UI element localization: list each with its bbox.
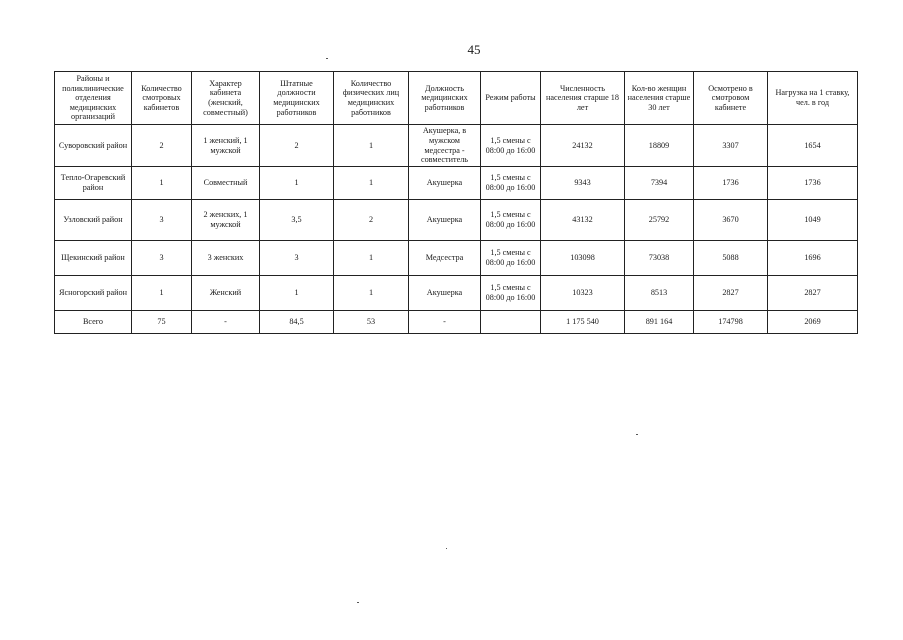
cell-district: Узловский район	[55, 200, 132, 241]
cell-examined: 3307	[694, 125, 768, 167]
cell-district: Суворовский район	[55, 125, 132, 167]
cell-women-30: 8513	[625, 276, 694, 311]
cell-work-schedule: 1,5 смены с 08:00 до 16:00	[481, 276, 541, 311]
cell-examined: 174798	[694, 311, 768, 334]
table-row	[55, 241, 858, 276]
cell-load-per-rate: 2827	[768, 276, 858, 311]
scan-speck	[357, 602, 359, 603]
cell-staff-positions: 3	[260, 241, 334, 276]
cell-load-per-rate: 1696	[768, 241, 858, 276]
table-row	[55, 200, 858, 241]
scan-speck	[446, 548, 447, 549]
cell-district: Тепло-Огаревский район	[55, 167, 132, 200]
cell-staff-role: Акушерка	[409, 200, 481, 241]
cell-load-per-rate: 2069	[768, 311, 858, 334]
screening-rooms-table	[54, 71, 858, 334]
cell-work-schedule: 1,5 смены с 08:00 до 16:00	[481, 125, 541, 167]
cell-rooms-count: 3	[132, 241, 192, 276]
cell-rooms-count: 75	[132, 311, 192, 334]
cell-rooms-count: 1	[132, 167, 192, 200]
cell-staff-role: Медсестра	[409, 241, 481, 276]
cell-examined: 3670	[694, 200, 768, 241]
header-staff-positions: Штатные должности медицинских работников	[260, 72, 334, 125]
cell-population-18: 1 175 540	[541, 311, 625, 334]
cell-population-18: 43132	[541, 200, 625, 241]
cell-staff-persons: 1	[334, 241, 409, 276]
table-row	[55, 276, 858, 311]
cell-district: Щекинский район	[55, 241, 132, 276]
cell-room-type: Женский	[192, 276, 260, 311]
cell-staff-role: Акушерка	[409, 167, 481, 200]
cell-population-18: 103098	[541, 241, 625, 276]
cell-examined: 1736	[694, 167, 768, 200]
header-staff-role: Должность медицинских работников	[409, 72, 481, 125]
cell-work-schedule	[481, 311, 541, 334]
cell-staff-role: -	[409, 311, 481, 334]
cell-staff-persons: 1	[334, 276, 409, 311]
cell-staff-role: Акушерка, в мужском медсестра - совместитель	[409, 125, 481, 167]
cell-room-type: 3 женских	[192, 241, 260, 276]
cell-examined: 5088	[694, 241, 768, 276]
header-population-18: Численность населения старше 18 лет	[541, 72, 625, 125]
cell-load-per-rate: 1736	[768, 167, 858, 200]
cell-staff-persons: 2	[334, 200, 409, 241]
header-room-type: Характер кабинета (женский, совместный)	[192, 72, 260, 125]
cell-rooms-count: 1	[132, 276, 192, 311]
header-women-30: Кол-во женщин населения старше 30 лет	[625, 72, 694, 125]
cell-rooms-count: 3	[132, 200, 192, 241]
cell-examined: 2827	[694, 276, 768, 311]
cell-work-schedule: 1,5 смены с 08:00 до 16:00	[481, 200, 541, 241]
cell-population-18: 24132	[541, 125, 625, 167]
header-district: Районы и поликлинические отделения медицинских организаций	[55, 72, 132, 125]
cell-staff-positions: 2	[260, 125, 334, 167]
cell-rooms-count: 2	[132, 125, 192, 167]
cell-staff-role: Акушерка	[409, 276, 481, 311]
cell-women-30: 7394	[625, 167, 694, 200]
cell-district: Всего	[55, 311, 132, 334]
cell-staff-positions: 84,5	[260, 311, 334, 334]
cell-work-schedule: 1,5 смены с 08:00 до 16:00	[481, 167, 541, 200]
header-staff-persons: Количество физических лиц медицинских работников	[334, 72, 409, 125]
header-work-schedule: Режим работы	[481, 72, 541, 125]
cell-population-18: 9343	[541, 167, 625, 200]
table-row	[55, 167, 858, 200]
cell-staff-positions: 3,5	[260, 200, 334, 241]
cell-population-18: 10323	[541, 276, 625, 311]
cell-work-schedule: 1,5 смены с 08:00 до 16:00	[481, 241, 541, 276]
cell-staff-positions: 1	[260, 276, 334, 311]
cell-women-30: 18809	[625, 125, 694, 167]
header-load-per-rate: Нагрузка на 1 ставку, чел. в год	[768, 72, 858, 125]
cell-room-type: 2 женских, 1 мужской	[192, 200, 260, 241]
cell-staff-positions: 1	[260, 167, 334, 200]
cell-room-type: 1 женский, 1 мужской	[192, 125, 260, 167]
cell-load-per-rate: 1049	[768, 200, 858, 241]
cell-staff-persons: 1	[334, 125, 409, 167]
cell-district: Ясногорский район	[55, 276, 132, 311]
cell-women-30: 25792	[625, 200, 694, 241]
cell-staff-persons: 1	[334, 167, 409, 200]
header-examined: Осмотрено в смотровом кабинете	[694, 72, 768, 125]
cell-load-per-rate: 1654	[768, 125, 858, 167]
cell-women-30: 73038	[625, 241, 694, 276]
cell-room-type: -	[192, 311, 260, 334]
header-rooms-count: Количество смотровых кабинетов	[132, 72, 192, 125]
scan-speck	[636, 434, 638, 435]
scan-speck	[326, 58, 328, 59]
cell-staff-persons: 53	[334, 311, 409, 334]
total-row	[55, 311, 858, 334]
page-number: 45	[467, 42, 481, 57]
table-header-row	[55, 72, 858, 125]
table-row	[55, 125, 858, 167]
cell-women-30: 891 164	[625, 311, 694, 334]
cell-room-type: Совместный	[192, 167, 260, 200]
